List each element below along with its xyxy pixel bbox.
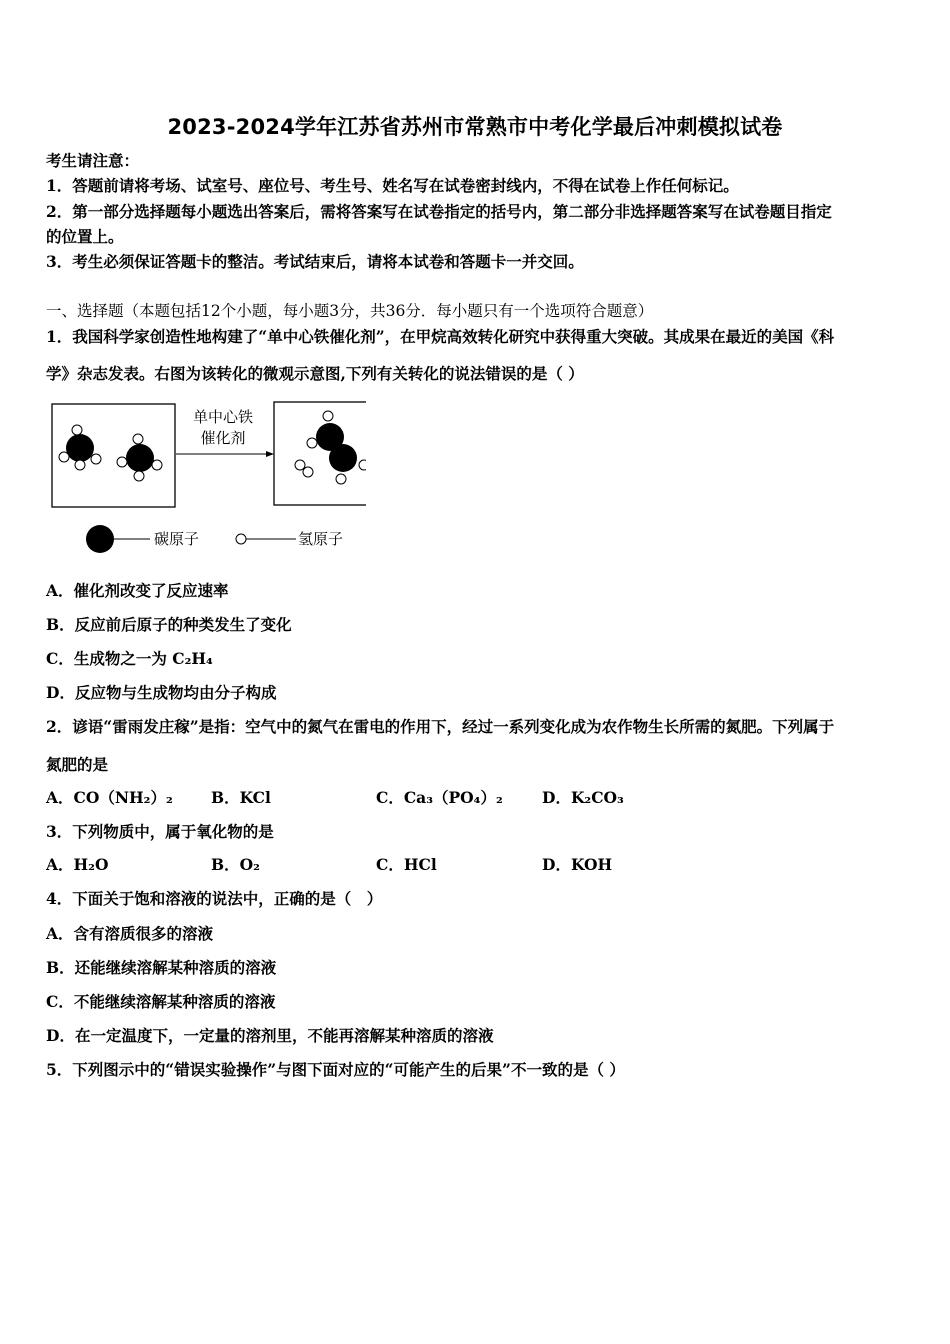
q1-option-d: D．反应物与生成物均由分子构成 <box>46 683 277 702</box>
q2-option-c: C．Ca₃（PO₄）₂ <box>376 788 503 807</box>
reaction-diagram <box>46 396 366 560</box>
notice-item: 3．考生必须保证答题卡的整洁。考试结束后，请将本试卷和答题卡一并交回。 <box>46 252 584 271</box>
catalyst-label: 催化剂 <box>200 429 246 447</box>
question-3-stem: 3．下列物质中，属于氧化物的是 <box>46 822 274 841</box>
q3-option-d: D．KOH <box>542 855 613 874</box>
q4-option-b: B．还能继续溶解某种溶质的溶液 <box>46 958 277 977</box>
q4-option-c: C．不能继续溶解某种溶质的溶液 <box>46 992 276 1011</box>
q3-option-c: C．HCl <box>376 855 437 874</box>
catalyst-label: 单中心铁 <box>192 408 254 426</box>
question-1-stem-cont: 学》杂志发表。右图为该转化的微观示意图,下列有关转化的说法错误的是（ ） <box>46 364 584 383</box>
question-2-stem: 2．谚语“雷雨发庄稼”是指：空气中的氮气在雷电的作用下，经过一系列变化成为农作物生长所需的氮肥。下列属于 <box>46 717 835 736</box>
notice-item: 的位置上。 <box>46 227 124 246</box>
hydrogen-legend-icon <box>236 534 246 544</box>
q2-option-d: D．K₂CO₃ <box>542 788 624 807</box>
section-heading: 一、选择题（本题包括12个小题，每小题3分，共36分．每小题只有一个选项符合题意） <box>46 302 654 320</box>
legend-carbon-label: 碳原子 <box>154 530 200 548</box>
q2-option-b: B．KCl <box>211 788 271 807</box>
notice-item: 2．第一部分选择题每小题选出答案后，需将答案写在试卷指定的括号内，第二部分非选择题答案写在试卷题目指定 <box>46 202 832 221</box>
question-4-stem: 4．下面关于饱和溶液的说法中，正确的是（ ） <box>46 889 383 908</box>
q1-option-a: A．催化剂改变了反应速率 <box>46 581 229 600</box>
legend-hydrogen-label: 氢原子 <box>298 530 344 548</box>
notice-heading: 考生请注意： <box>46 151 140 170</box>
question-2-stem-cont: 氮肥的是 <box>46 755 109 774</box>
notice-item: 1．答题前请将考场、试室号、座位号、考生号、姓名写在试卷密封线内，不得在试卷上作任何标记。 <box>46 176 739 195</box>
q4-option-d: D．在一定温度下，一定量的溶剂里，不能再溶解某种溶质的溶液 <box>46 1026 494 1045</box>
q3-option-a: A．H₂O <box>46 855 109 874</box>
q1-option-c: C．生成物之一为 C₂H₄ <box>46 649 213 668</box>
page-title: 2023-2024学年江苏省苏州市常熟市中考化学最后冲刺模拟试卷 <box>167 115 783 139</box>
q4-option-a: A．含有溶质很多的溶液 <box>46 924 214 943</box>
q2-option-a: A．CO（NH₂）₂ <box>46 788 173 807</box>
question-5-stem: 5．下列图示中的“错误实验操作”与图下面对应的“可能产生的后果”不一致的是（ ） <box>46 1060 625 1079</box>
q3-option-b: B．O₂ <box>211 855 260 874</box>
question-1-stem: 1．我国科学家创造性地构建了“单中心铁催化剂”，在甲烷高效转化研究中获得重大突破。其成果在最近的美国《科 <box>46 327 835 346</box>
carbon-legend-icon <box>86 525 114 553</box>
q1-option-b: B．反应前后原子的种类发生了变化 <box>46 615 292 634</box>
